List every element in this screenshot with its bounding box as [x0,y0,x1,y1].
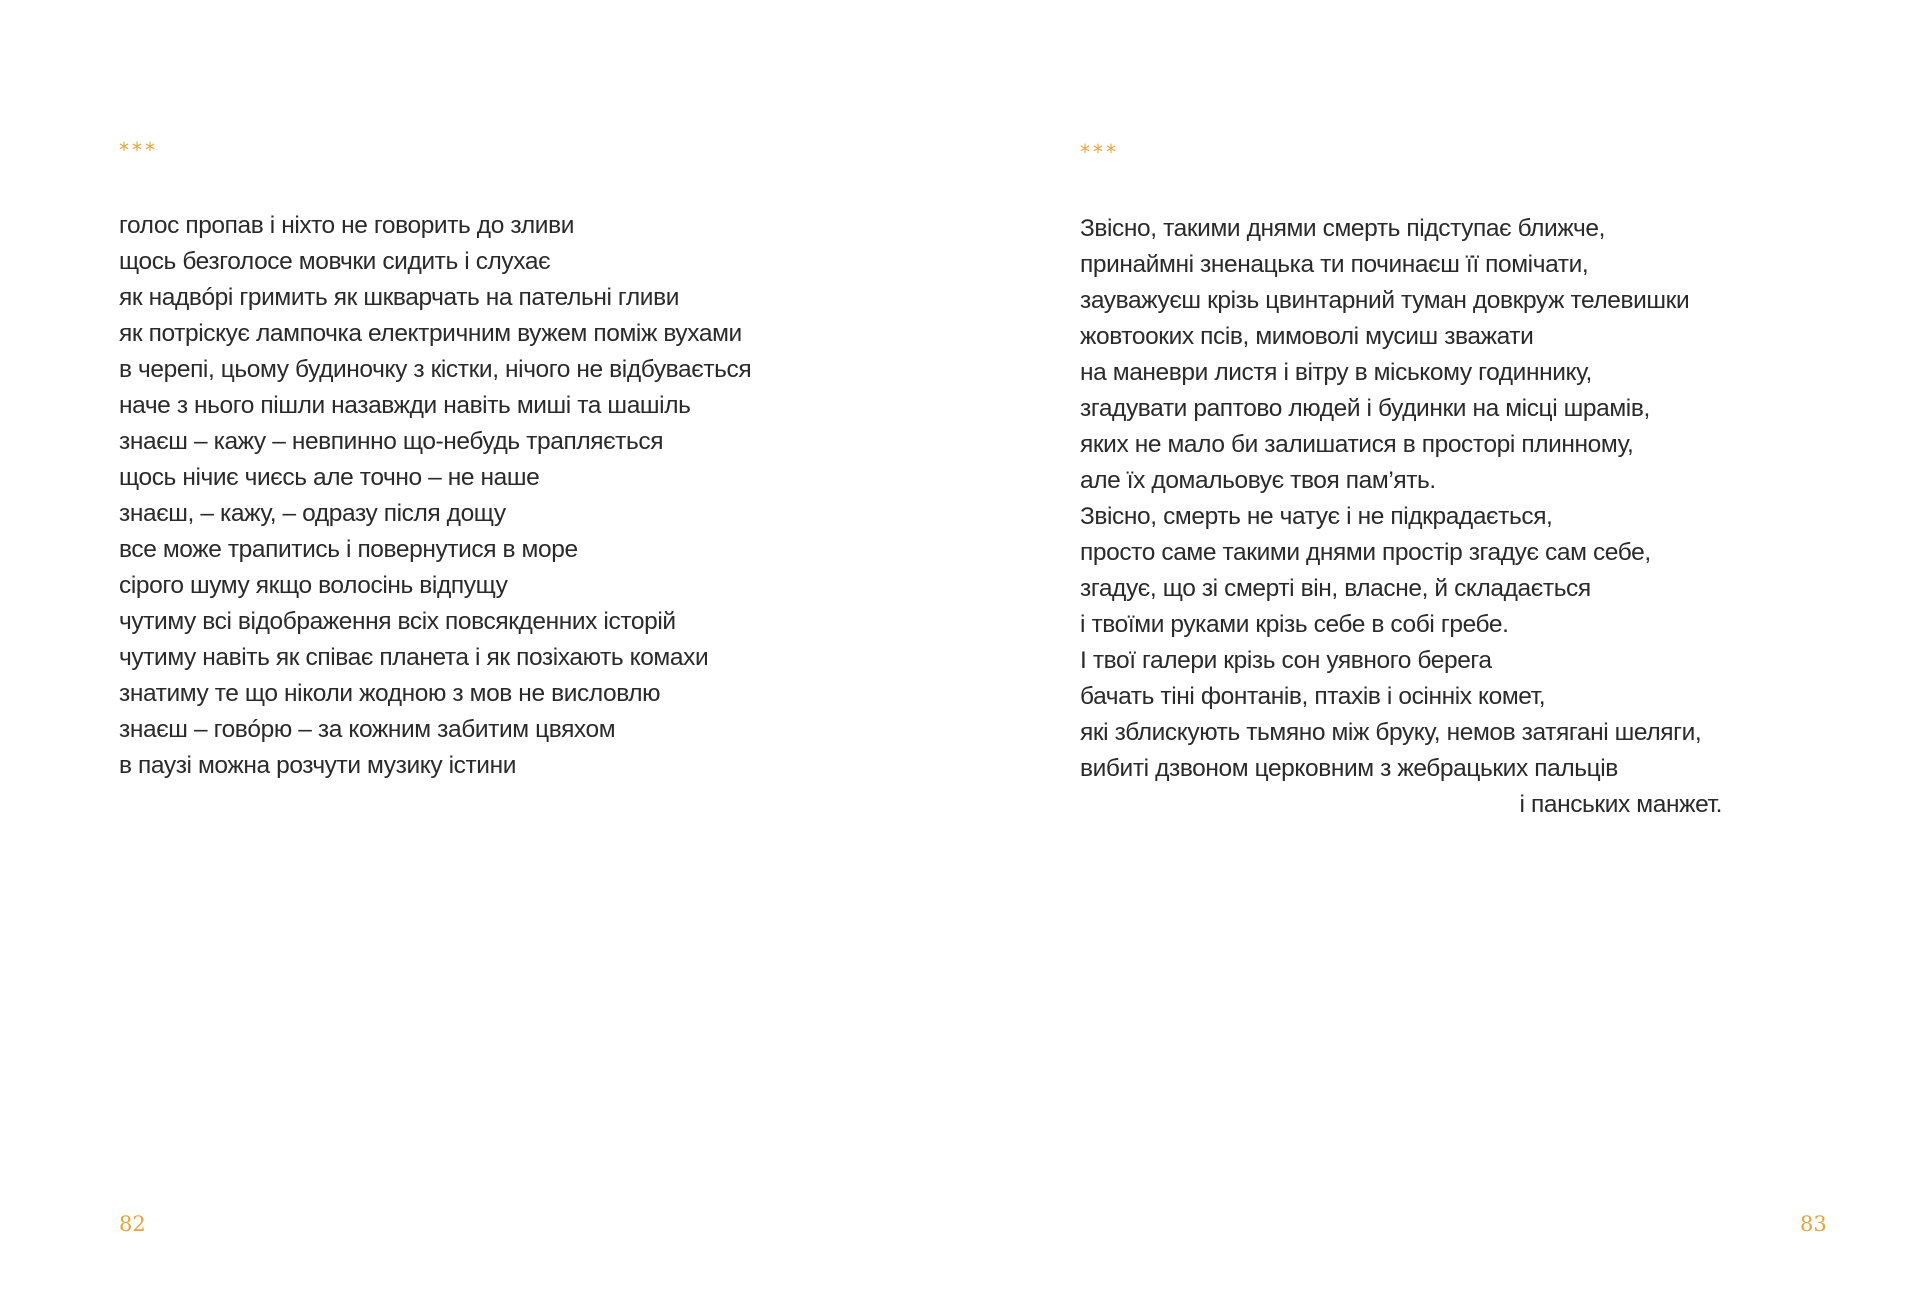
poem-line: знаєш – кажу – невпинно що-небудь трапляється [119,428,664,455]
poem-line: щось нічиє чиєсь але точно – не наше [119,464,540,491]
section-ornament: *** [1080,140,1119,164]
poem-line: наче з нього пішли назавжди навіть миші та шашіль [119,392,691,419]
poem-left [119,208,751,784]
poem-line: Звісно, смерть не чатує і не підкрадається, [1080,503,1553,530]
section-ornament: *** [119,138,158,162]
page-number: 83 [1800,1212,1827,1236]
poem-line: І твої галери крізь сон уявного берега [1080,647,1492,674]
poem-line: яких не мало би залишатися в просторі плинному, [1080,431,1634,458]
poem-line: бачать тіні фонтанів, птахів і осінніх комет, [1080,683,1546,710]
poem-line: сірого шуму якщо волосінь відпущу [119,572,508,599]
poem-line: на маневри листя і вітру в міському годиннику, [1080,359,1592,386]
poem-line: як надвóрі гримить як шкварчать на пательні гливи [119,284,679,311]
poem-line: просто саме такими днями простір згадує сам себе, [1080,539,1651,566]
page-number: 82 [119,1212,146,1236]
poem-line: як потріскує лампочка електричним вужем поміж вухами [119,320,742,347]
poem-line: і панських манжет. [1519,791,1722,818]
poem-line: все може трапитись і повернутися в море [119,536,578,563]
poem-line: чутиму навіть як співає планета і як позіхають комахи [119,644,709,671]
poem-line: знатиму те що ніколи жодною з мов не висловлю [119,680,661,707]
poem-line: які зблискують тьмяно між бруку, немов затягані шеляги, [1080,719,1702,746]
poem-line: але їх домальовує твоя пам’ять. [1080,467,1436,494]
poem-line: знаєш – говóрю – за кожним забитим цвяхом [119,716,616,743]
poem-line: вибиті дзвоном церковним з жебрацьких пальців [1080,755,1618,782]
poem-line: зауважуєш крізь цвинтарний туман довкруж телевишки [1080,287,1690,314]
poem-line: щось безголосе мовчки сидить і слухає [119,248,551,275]
poem-line: знаєш, – кажу, – одразу після дощу [119,500,506,527]
poem-right [1080,211,1722,823]
poem-line: голос пропав і ніхто не говорить до зливи [119,212,574,239]
poem-line: принаймні зненацька ти починаєш її помічати, [1080,251,1589,278]
poem-line: в паузі можна розчути музику істини [119,752,516,779]
poem-line: і твоїми руками крізь себе в собі гребе. [1080,611,1509,638]
poem-line: чутиму всі відображення всіх повсякденних історій [119,608,676,635]
poem-line: Звісно, такими днями смерть підступає ближче, [1080,215,1606,242]
poem-line: в черепі, цьому будиночку з кістки, нічого не відбувається [119,356,752,383]
poem-line: жовтооких псів, мимоволі мусиш зважати [1080,323,1534,350]
right-page [960,0,1920,1304]
poem-line: згадувати раптово людей і будинки на місці шрамів, [1080,395,1650,422]
poem-line: згадує, що зі смерті він, власне, й складається [1080,575,1591,602]
